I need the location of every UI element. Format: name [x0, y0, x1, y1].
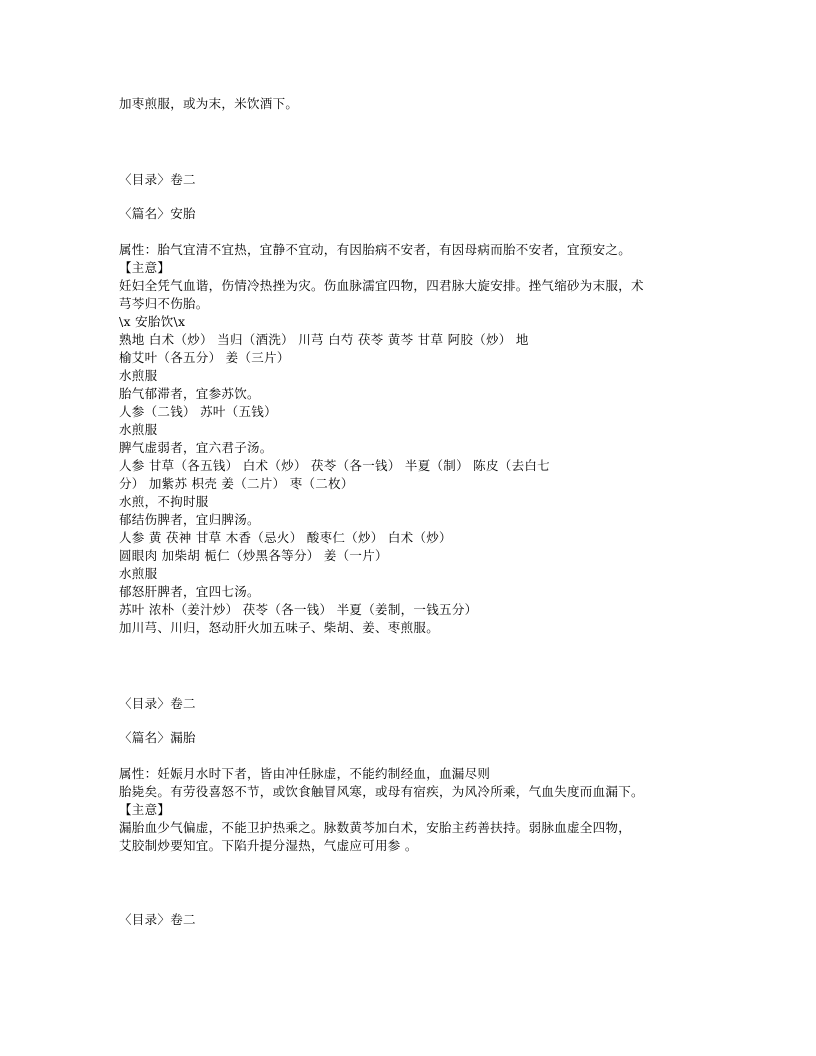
ingredients-line: 圆眼肉 加柴胡 栀仁（炒黑各等分） 姜（一片）	[119, 548, 388, 563]
ingredients-line: 苏叶 浓朴（姜汁炒） 茯苓（各一钱） 半夏（姜制，一钱五分）	[119, 602, 478, 617]
ingredients-line: 人参 甘草（各五钱） 白术（炒） 茯苓（各一钱） 半夏（制） 陈皮（去白七	[119, 458, 550, 473]
body-text: 艾胶制炒要知宜。下陷升提分湿热，气虚应可用参 。	[119, 838, 418, 853]
toc-heading: 〈目录〉卷二	[119, 696, 196, 711]
subheading-main-idea: 【主意】	[119, 260, 171, 275]
ingredients-line: 榆艾叶（各五分） 姜（三片）	[119, 350, 290, 365]
ingredients-line: 分） 加紫苏 枳壳 姜（二片） 枣（二枚）	[119, 476, 354, 491]
body-text: 郁结伤脾者，宜归脾汤。	[119, 512, 260, 527]
attribute-text: 属性：胎气宜清不宜热，宜静不宜动，有因胎病不安者，有因母病而胎不安者，宜预安之。	[119, 242, 632, 257]
ingredients-line: 熟地 白术（炒） 当归（酒洗） 川芎 白芍 茯苓 黄芩 甘草 阿胶（炒） 地	[119, 332, 529, 347]
ingredients-line: 人参 黄 茯神 甘草 木香（忌火） 酸枣仁（炒） 白术（炒）	[119, 530, 452, 545]
attribute-text: 胎毙矣。有劳役喜怒不节，或饮食触冒风寒，或母有宿疾，为风冷所乘，气血失度而血漏下。	[119, 784, 644, 799]
body-text: 漏胎血少气偏虚，不能卫护热乘之。脉数黄芩加白术，安胎主药善扶持。弱脉血虚全四物，	[119, 820, 632, 835]
body-text: 郁怒肝脾者，宜四七汤。	[119, 584, 260, 599]
instruction-line: 水煎，不拘时服	[119, 494, 209, 509]
body-text: 芎芩归不伤胎。	[119, 296, 209, 311]
toc-heading: 〈目录〉卷二	[119, 172, 196, 187]
body-text: 加枣煎服，或为末，米饮酒下。	[119, 96, 299, 111]
body-text: 妊妇全凭气血谐，伤情冷热挫为灾。伤血脉濡宜四物，四君脉大旋安排。挫气缩砂为末服，术	[119, 278, 644, 293]
section-title: 〈篇名〉漏胎	[119, 730, 196, 745]
instruction-line: 水煎服	[119, 566, 158, 581]
body-text: 加川芎、川归，怒动肝火加五味子、柴胡、姜、枣煎服。	[119, 620, 440, 635]
section-title: 〈篇名〉安胎	[119, 206, 196, 221]
ingredients-line: 人参（二钱） 苏叶（五钱）	[119, 404, 277, 419]
toc-heading: 〈目录〉卷二	[119, 912, 196, 927]
attribute-text: 属性：妊娠月水时下者，皆由冲任脉虚，不能约制经血，血漏尽则	[119, 766, 491, 781]
instruction-line: 水煎服	[119, 422, 158, 437]
subheading-main-idea: 【主意】	[119, 802, 171, 817]
instruction-line: 水煎服	[119, 368, 158, 383]
body-text: 脾气虚弱者，宜六君子汤。	[119, 440, 273, 455]
body-text: 胎气郁滞者，宜参苏饮。	[119, 386, 260, 401]
formula-name: \x 安胎饮\x	[119, 314, 186, 329]
